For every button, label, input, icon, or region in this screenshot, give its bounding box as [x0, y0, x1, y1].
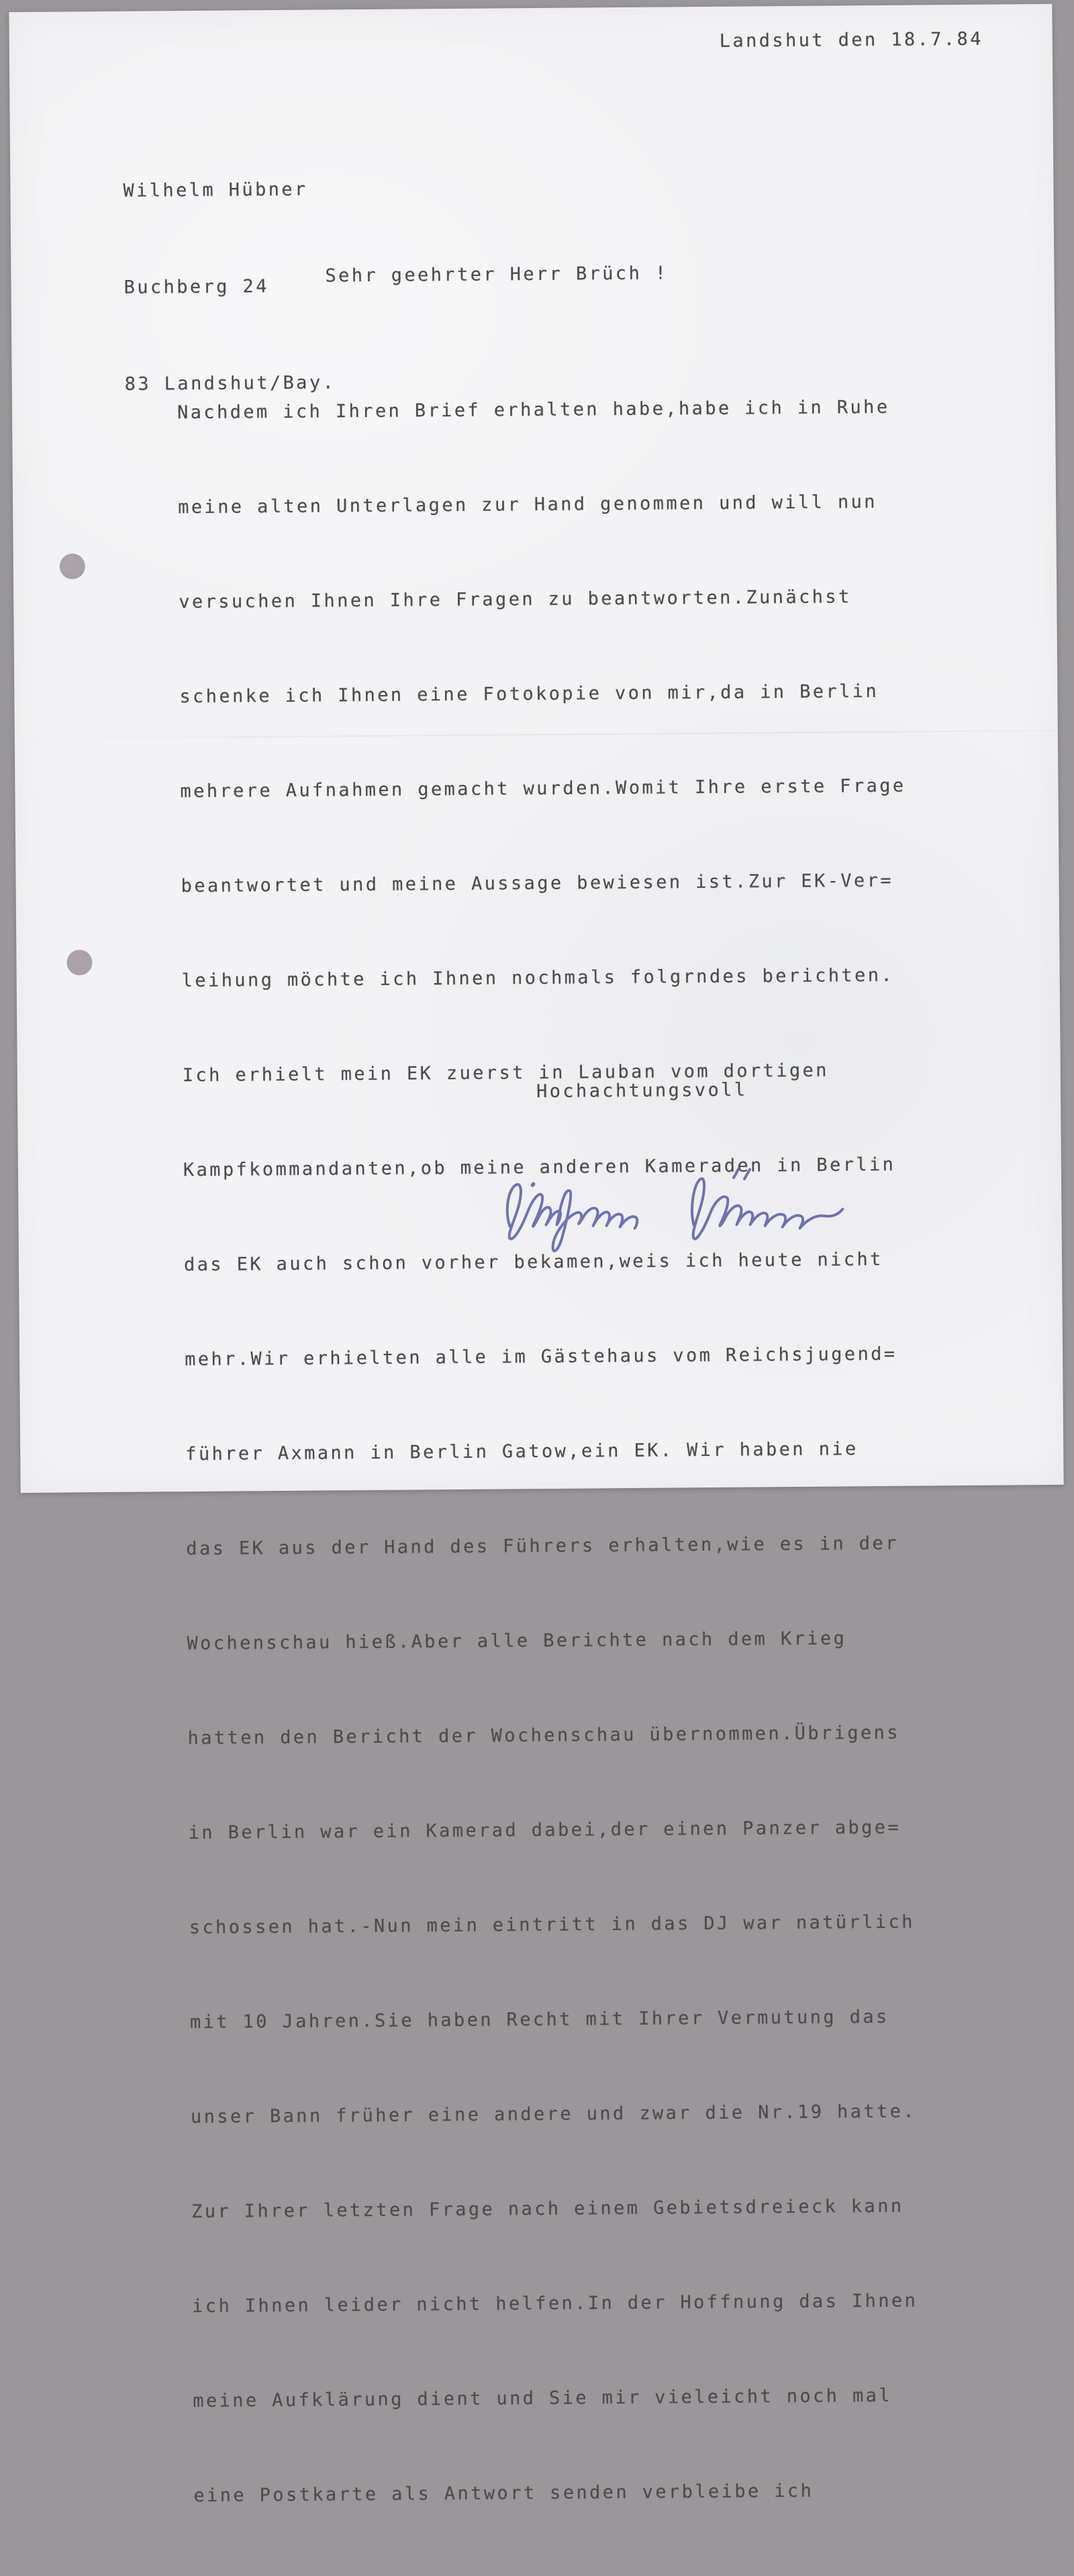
- body-line: leihung möchte ich Ihnen nochmals folgrndes berichten.: [181, 964, 895, 992]
- body-line: Kampfkommandanten,ob meine anderen Kameraden in Berlin: [183, 1154, 896, 1181]
- sender-street: Buchberg 24: [124, 276, 269, 298]
- sender-city: 83 Landshut/Bay.: [124, 372, 336, 395]
- date-line: Landshut den 18.7.84: [719, 28, 983, 52]
- body-line: eine Postkarte als Antwort senden verbleibe ich: [193, 2480, 814, 2507]
- signature-ink-strokes: [497, 1151, 874, 1261]
- body-line: das EK aus der Hand des Führers erhalten,wie es in der: [186, 1532, 899, 1560]
- letter-body: [177, 328, 920, 2575]
- body-line: hatten den Bericht der Wochenschau übernommen.Übrigens: [187, 1722, 901, 1749]
- body-line: ich Ihnen leider nicht helfen.In der Hoffnung das Ihnen: [192, 2290, 918, 2317]
- body-line: Wochenschau hieß.Aber alle Berichte nach dem Krieg: [187, 1628, 847, 1655]
- body-line: unser Bann früher eine andere und zwar die Nr.19 hatte.: [190, 2101, 917, 2128]
- body-line: in Berlin war ein Kamerad dabei,der einen Panzer abge=: [188, 1816, 901, 1844]
- body-line: schossen hat.-Nun mein eintritt in das DJ war natürlich: [189, 1911, 915, 1939]
- body-line: versuchen Ihnen Ihre Fragen zu beantworten.Zunächst: [179, 586, 852, 613]
- hole-punch-top: [60, 553, 85, 579]
- body-line: Zur Ihrer letzten Frage nach einem Gebietsdreieck kann: [191, 2195, 904, 2223]
- salutation: Sehr geehrter Herr Brüch !: [325, 263, 669, 287]
- sender-name: Wilhelm Hübner: [123, 179, 308, 201]
- body-line: führer Axmann in Berlin Gatow,ein EK. Wir haben nie: [185, 1438, 859, 1465]
- body-line: meine Aufklärung dient und Sie mir vieleicht noch mal: [193, 2385, 893, 2412]
- handwritten-signature: [497, 1151, 874, 1261]
- body-line: schenke ich Ihnen eine Fotokopie von mir,da in Berlin: [179, 680, 879, 708]
- body-line: mit 10 Jahren.Sie haben Recht mit Ihrer Vermutung das: [189, 2006, 889, 2033]
- body-line: mehrere Aufnahmen gemacht wurden.Womit Ihre erste Frage: [180, 775, 906, 802]
- body-line: Nachdem ich Ihren Brief erhalten habe,habe ich in Ruhe: [177, 396, 890, 424]
- closing-formula: Hochachtungsvoll: [536, 1079, 748, 1103]
- body-line: beantwortet und meine Aussage bewiesen ist.Zur EK-Ver=: [181, 870, 894, 897]
- body-line: meine alten Unterlagen zur Hand genommen und will nun: [178, 492, 877, 518]
- body-line: mehr.Wir erhielten alle im Gästehaus vom Reichsjugend=: [185, 1343, 897, 1371]
- body-line: Ich erhielt mein EK zuerst in Lauban vom dortigen: [182, 1060, 830, 1087]
- body-line: das EK auch schon vorher bekamen,weis ich heute nicht: [183, 1248, 883, 1276]
- letter-page: [9, 4, 1063, 2507]
- hole-punch-bottom: [66, 950, 92, 975]
